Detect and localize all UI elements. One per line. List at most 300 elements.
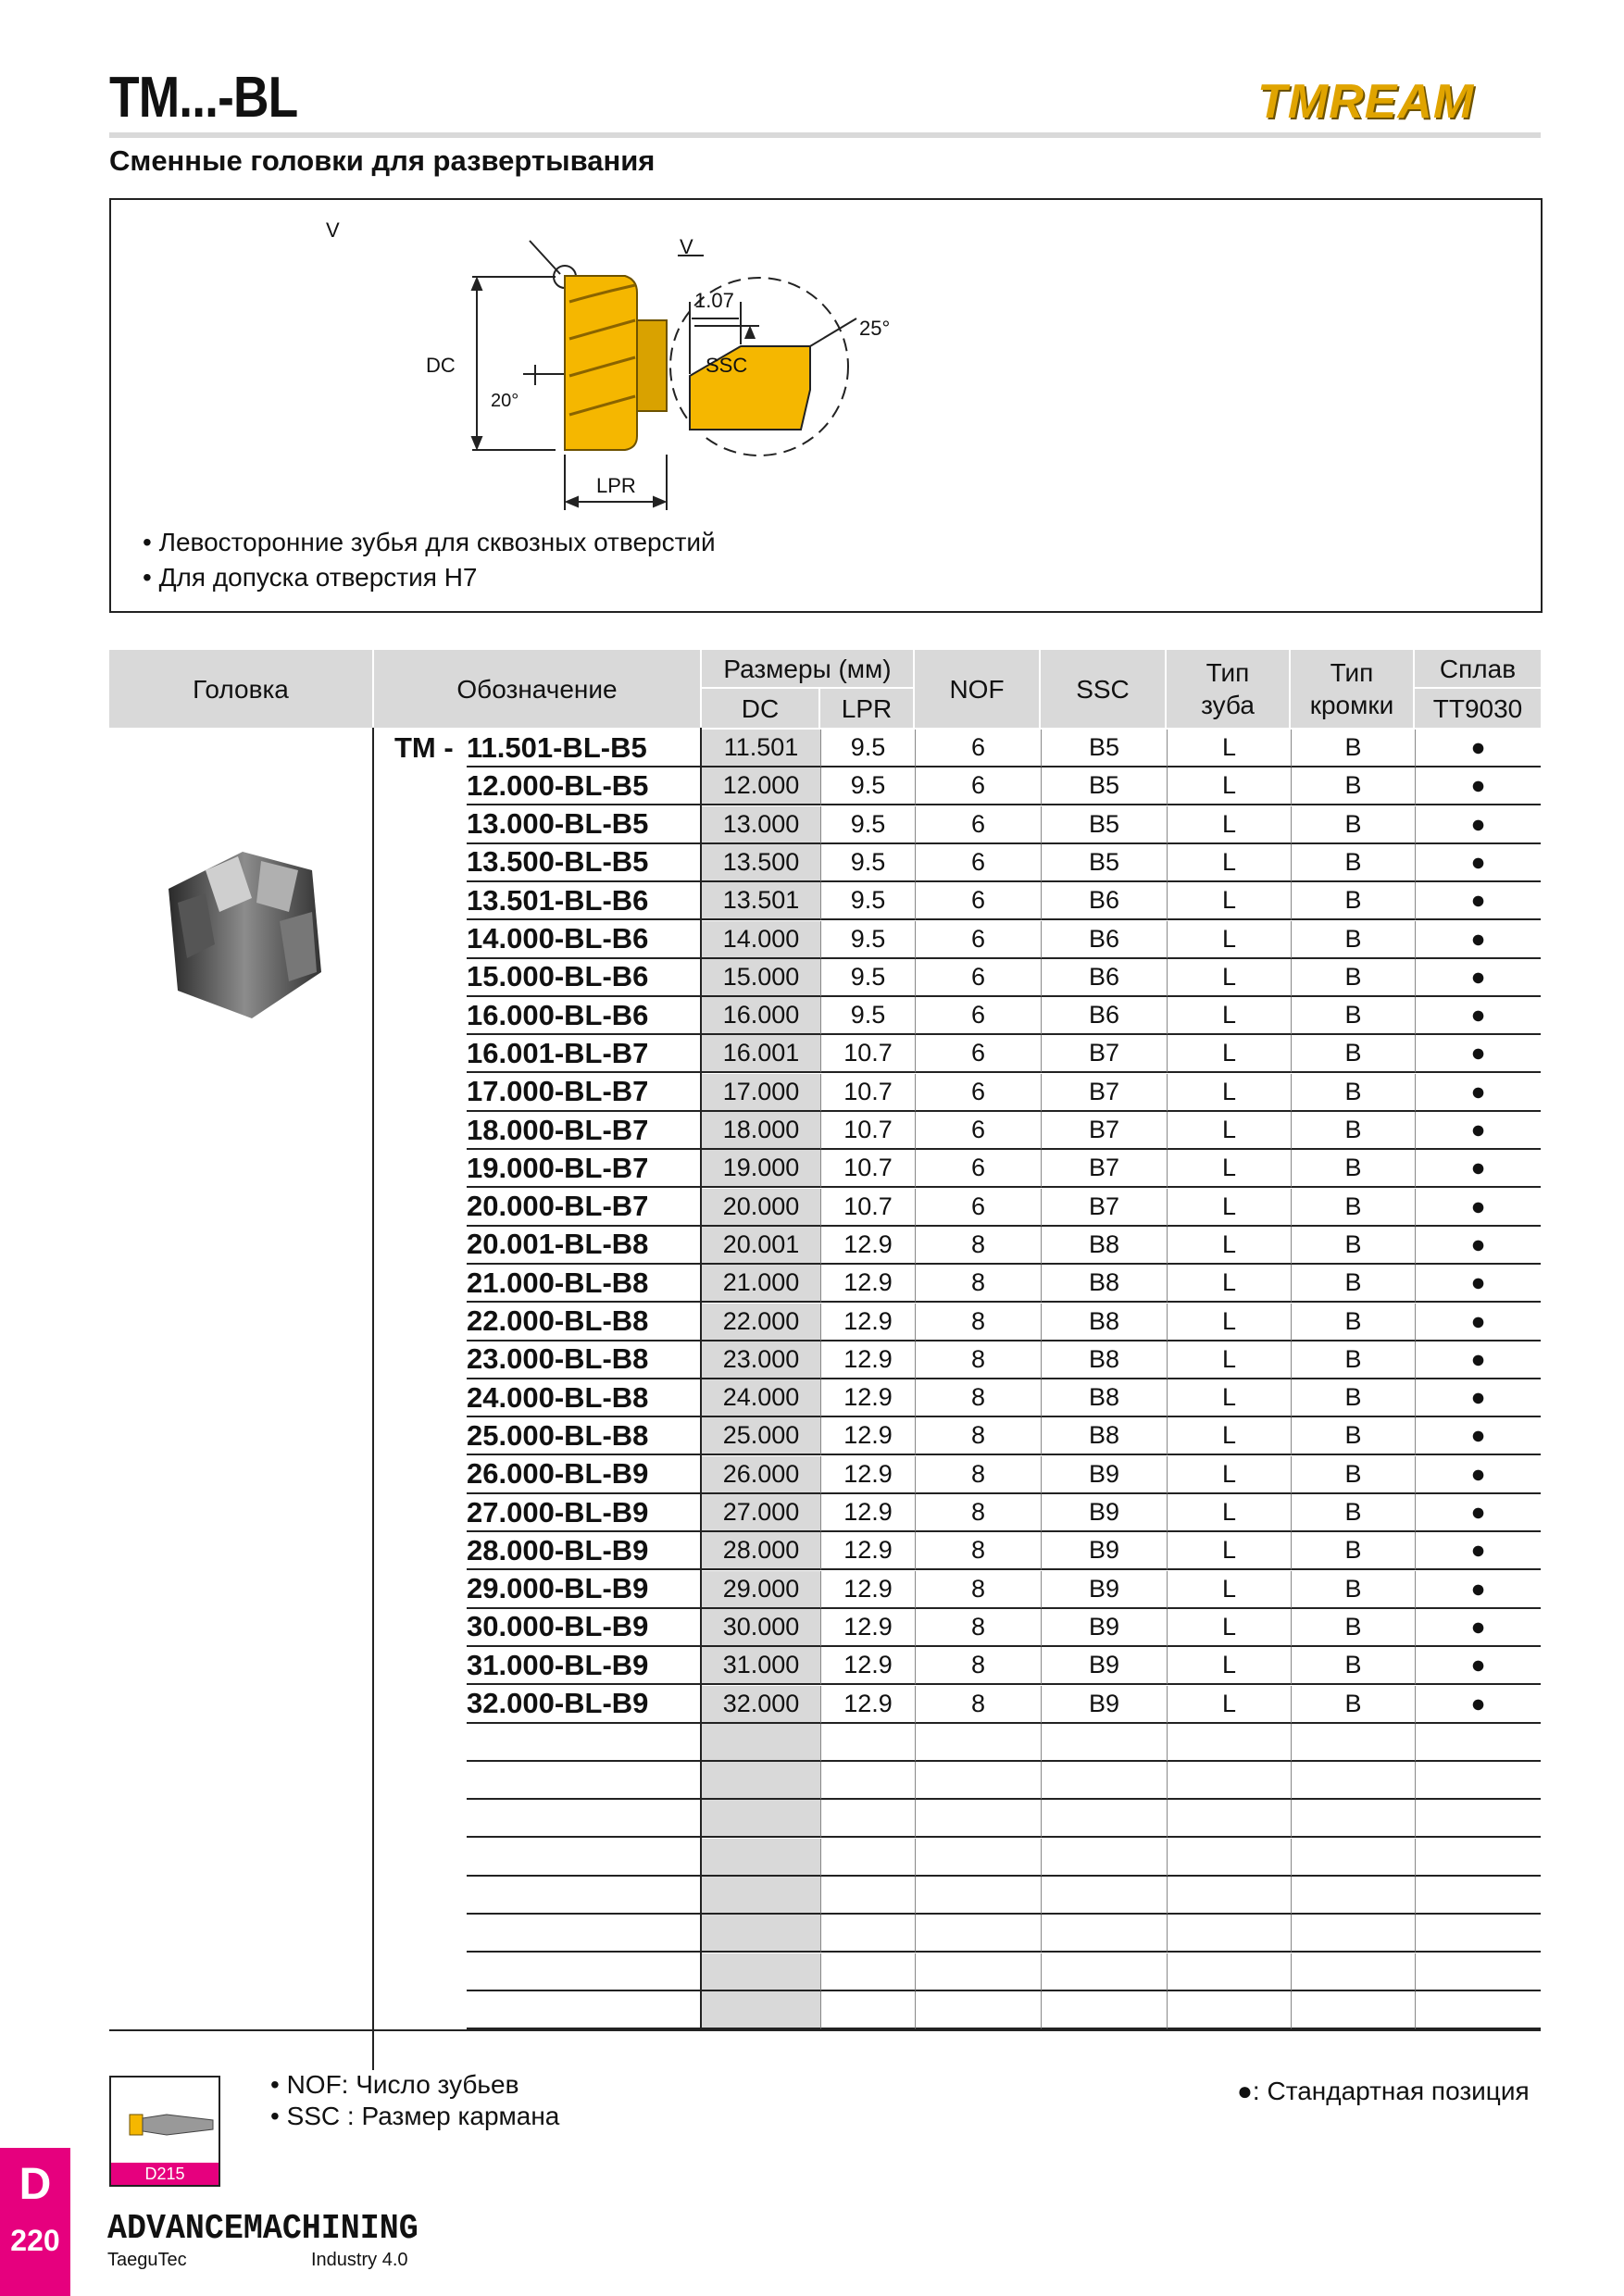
cell-ssc: B5 xyxy=(1041,844,1167,882)
table-row xyxy=(109,806,1541,844)
page-number: 220 xyxy=(10,2224,60,2257)
label-ssc: SSC xyxy=(706,354,748,377)
table-row xyxy=(109,1074,1541,1112)
cell-tooth: L xyxy=(1167,1647,1291,1685)
legend-standard: ●: Стандартная позиция xyxy=(1237,2077,1530,2105)
cell-edge: B xyxy=(1291,1456,1415,1494)
header-rule xyxy=(109,132,1541,138)
cell-dc: 30.000 xyxy=(702,1609,820,1647)
cell-tooth: L xyxy=(1167,921,1291,959)
designation-cell xyxy=(467,1953,702,1991)
cell-tooth: L xyxy=(1167,1035,1291,1073)
cell-lpr: 12.9 xyxy=(820,1532,915,1570)
cell-nof: 6 xyxy=(915,1112,1041,1150)
designation-cell: 24.000-BL-B8 xyxy=(467,1379,702,1417)
cell-ssc xyxy=(1041,1800,1167,1838)
header-dc: DC xyxy=(702,689,818,728)
cell-nof: 8 xyxy=(915,1456,1041,1494)
brand-logo: ADVANCEMACHINING xyxy=(107,2209,418,2249)
cell-alloy: ● xyxy=(1415,1609,1541,1647)
designation-cell: 30.000-BL-B9 xyxy=(467,1609,702,1647)
cell-lpr: 12.9 xyxy=(820,1304,915,1341)
cell-nof: 8 xyxy=(915,1379,1041,1417)
cell-lpr: 9.5 xyxy=(820,997,915,1035)
cell-alloy: ● xyxy=(1415,1112,1541,1150)
cell-ssc: B7 xyxy=(1041,1035,1167,1073)
cell-tooth: L xyxy=(1167,1571,1291,1609)
cell-tooth: L xyxy=(1167,1456,1291,1494)
cell-tooth: L xyxy=(1167,959,1291,997)
cell-tooth xyxy=(1167,1991,1291,2029)
cell-lpr: 9.5 xyxy=(820,767,915,805)
cell-nof xyxy=(915,1762,1041,1800)
cell-nof: 8 xyxy=(915,1227,1041,1265)
cell-nof: 6 xyxy=(915,1189,1041,1227)
cell-lpr: 12.9 xyxy=(820,1379,915,1417)
cell-tooth: L xyxy=(1167,1494,1291,1532)
diagram-box xyxy=(109,198,1543,613)
reference-thumbnail[interactable] xyxy=(109,2076,220,2187)
cell-nof: 6 xyxy=(915,1150,1041,1188)
cell-dc xyxy=(702,1991,820,2029)
designation-cell: 28.000-BL-B9 xyxy=(467,1532,702,1570)
table-row xyxy=(109,1991,1541,2029)
cell-edge: B xyxy=(1291,997,1415,1035)
cell-edge: B xyxy=(1291,1532,1415,1570)
note-ssc: • SSC : Размер кармана xyxy=(270,2102,560,2130)
cell-lpr: 10.7 xyxy=(820,1074,915,1112)
cell-edge: B xyxy=(1291,1686,1415,1724)
cell-nof xyxy=(915,1839,1041,1877)
table-row xyxy=(109,730,1541,767)
header-lpr: LPR xyxy=(820,689,913,728)
cell-edge: B xyxy=(1291,921,1415,959)
cell-dc: 29.000 xyxy=(702,1571,820,1609)
label-dc: DC xyxy=(426,354,456,377)
cell-edge: B xyxy=(1291,959,1415,997)
table-row xyxy=(109,997,1541,1035)
cell-nof: 8 xyxy=(915,1417,1041,1455)
label-dim-107: 1.07 xyxy=(694,289,734,312)
cell-ssc: B9 xyxy=(1041,1686,1167,1724)
cell-ssc: B7 xyxy=(1041,1189,1167,1227)
cell-nof xyxy=(915,1991,1041,2029)
cell-ssc xyxy=(1041,1762,1167,1800)
cell-dc: 12.000 xyxy=(702,767,820,805)
designation-cell: 31.000-BL-B9 xyxy=(467,1647,702,1685)
cell-lpr: 12.9 xyxy=(820,1571,915,1609)
table-row xyxy=(109,1800,1541,1838)
cell-nof: 8 xyxy=(915,1494,1041,1532)
table-row xyxy=(109,1762,1541,1800)
cell-edge: B xyxy=(1291,1150,1415,1188)
cell-alloy: ● xyxy=(1415,1379,1541,1417)
cell-dc: 28.000 xyxy=(702,1532,820,1570)
cell-dc: 13.500 xyxy=(702,844,820,882)
cell-ssc: B9 xyxy=(1041,1456,1167,1494)
table-row xyxy=(109,1189,1541,1227)
cell-lpr: 10.7 xyxy=(820,1035,915,1073)
cell-tooth: L xyxy=(1167,1341,1291,1379)
cell-alloy: ● xyxy=(1415,959,1541,997)
cell-nof: 6 xyxy=(915,767,1041,805)
page-subtitle: Сменные головки для развертывания xyxy=(109,144,656,177)
cell-dc: 22.000 xyxy=(702,1304,820,1341)
cell-alloy xyxy=(1415,1724,1541,1762)
cell-edge xyxy=(1291,1724,1415,1762)
cell-lpr xyxy=(820,1762,915,1800)
cell-alloy: ● xyxy=(1415,1304,1541,1341)
cell-alloy: ● xyxy=(1415,844,1541,882)
cell-alloy: ● xyxy=(1415,1265,1541,1303)
cell-dc: 20.001 xyxy=(702,1227,820,1265)
designation-cell xyxy=(467,1800,702,1838)
cell-tooth xyxy=(1167,1839,1291,1877)
designation-cell xyxy=(467,1991,702,2029)
table-row xyxy=(109,1112,1541,1150)
cell-tooth: L xyxy=(1167,1379,1291,1417)
cell-dc: 13.000 xyxy=(702,806,820,844)
table-row xyxy=(109,1265,1541,1303)
cell-tooth xyxy=(1167,1724,1291,1762)
cell-tooth: L xyxy=(1167,1112,1291,1150)
cell-nof: 6 xyxy=(915,921,1041,959)
reamer-assembly-icon xyxy=(111,2078,219,2163)
cell-dc: 25.000 xyxy=(702,1417,820,1455)
cell-dc: 31.000 xyxy=(702,1647,820,1685)
cell-edge: B xyxy=(1291,1571,1415,1609)
cell-tooth: L xyxy=(1167,1189,1291,1227)
designation-cell xyxy=(467,1762,702,1800)
cell-nof: 8 xyxy=(915,1647,1041,1685)
feature-bullet: • Для допуска отверстия H7 xyxy=(143,563,478,592)
designation-cell: 26.000-BL-B9 xyxy=(467,1456,702,1494)
cell-ssc: B8 xyxy=(1041,1227,1167,1265)
cell-lpr: 10.7 xyxy=(820,1189,915,1227)
cell-alloy: ● xyxy=(1415,882,1541,920)
cell-tooth: L xyxy=(1167,1227,1291,1265)
table-row xyxy=(109,1417,1541,1455)
cell-alloy xyxy=(1415,1762,1541,1800)
header-nof: NOF xyxy=(915,650,1039,728)
cell-nof: 6 xyxy=(915,959,1041,997)
cell-alloy: ● xyxy=(1415,1571,1541,1609)
feature-bullet: • Левосторонние зубья для сквозных отверстий xyxy=(143,528,716,556)
cell-lpr xyxy=(820,1915,915,1953)
cell-ssc: B5 xyxy=(1041,806,1167,844)
cell-alloy: ● xyxy=(1415,1647,1541,1685)
cell-lpr: 10.7 xyxy=(820,1112,915,1150)
cell-dc: 27.000 xyxy=(702,1494,820,1532)
cell-nof: 8 xyxy=(915,1265,1041,1303)
designation-cell: 16.000-BL-B6 xyxy=(467,997,702,1035)
cell-lpr: 9.5 xyxy=(820,730,915,767)
cell-tooth xyxy=(1167,1915,1291,1953)
cell-edge xyxy=(1291,1991,1415,2029)
designation-cell: 16.001-BL-B7 xyxy=(467,1035,702,1073)
cell-edge: B xyxy=(1291,844,1415,882)
cell-lpr xyxy=(820,1953,915,1991)
table-row xyxy=(109,882,1541,920)
designation-cell: 11.501-BL-B5 xyxy=(467,730,702,767)
cell-dc: 18.000 xyxy=(702,1112,820,1150)
designation-cell: 27.000-BL-B9 xyxy=(467,1494,702,1532)
cell-ssc: B5 xyxy=(1041,767,1167,805)
cell-tooth xyxy=(1167,1800,1291,1838)
cell-lpr: 12.9 xyxy=(820,1265,915,1303)
cell-edge: B xyxy=(1291,1304,1415,1341)
cell-edge xyxy=(1291,1953,1415,1991)
cell-ssc xyxy=(1041,1915,1167,1953)
cell-edge: B xyxy=(1291,882,1415,920)
cell-ssc: B8 xyxy=(1041,1417,1167,1455)
cell-nof xyxy=(915,1877,1041,1915)
cell-alloy: ● xyxy=(1415,1227,1541,1265)
cell-nof: 6 xyxy=(915,1035,1041,1073)
cell-lpr: 12.9 xyxy=(820,1494,915,1532)
cell-dc: 16.000 xyxy=(702,997,820,1035)
cell-ssc: B8 xyxy=(1041,1341,1167,1379)
cell-alloy xyxy=(1415,1877,1541,1915)
cell-alloy xyxy=(1415,1800,1541,1838)
designation-cell: 23.000-BL-B8 xyxy=(467,1341,702,1379)
cell-alloy: ● xyxy=(1415,1035,1541,1073)
designation-cell: 18.000-BL-B7 xyxy=(467,1112,702,1150)
table-row xyxy=(109,1571,1541,1609)
label-v: V xyxy=(326,218,340,242)
cell-nof: 6 xyxy=(915,844,1041,882)
cell-dc: 24.000 xyxy=(702,1379,820,1417)
cell-ssc: B5 xyxy=(1041,730,1167,767)
cell-lpr: 12.9 xyxy=(820,1341,915,1379)
header-tooth-type: Тип зуба xyxy=(1167,650,1289,728)
cell-ssc: B6 xyxy=(1041,882,1167,920)
cell-dc xyxy=(702,1800,820,1838)
cell-ssc xyxy=(1041,1953,1167,1991)
cell-alloy: ● xyxy=(1415,1417,1541,1455)
designation-cell: 21.000-BL-B8 xyxy=(467,1265,702,1303)
cell-lpr xyxy=(820,1839,915,1877)
cell-nof: 8 xyxy=(915,1609,1041,1647)
cell-nof: 8 xyxy=(915,1532,1041,1570)
cell-nof: 6 xyxy=(915,1074,1041,1112)
cell-ssc: B7 xyxy=(1041,1112,1167,1150)
designation-cell: 19.000-BL-B7 xyxy=(467,1150,702,1188)
cell-ssc xyxy=(1041,1724,1167,1762)
cell-alloy: ● xyxy=(1415,1456,1541,1494)
cell-edge: B xyxy=(1291,1265,1415,1303)
cell-tooth: L xyxy=(1167,1150,1291,1188)
cell-edge: B xyxy=(1291,1074,1415,1112)
table-row xyxy=(109,1456,1541,1494)
designation-cell xyxy=(467,1839,702,1877)
cell-edge: B xyxy=(1291,1227,1415,1265)
cell-tooth xyxy=(1167,1953,1291,1991)
cell-ssc: B9 xyxy=(1041,1647,1167,1685)
designation-cell: 13.501-BL-B6 xyxy=(467,882,702,920)
cell-ssc xyxy=(1041,1991,1167,2029)
label-lpr: LPR xyxy=(596,474,636,497)
label-angle-20: 20° xyxy=(491,391,519,411)
table-row xyxy=(109,1686,1541,1724)
cell-dc xyxy=(702,1724,820,1762)
cell-ssc: B9 xyxy=(1041,1494,1167,1532)
label-detail-v: V xyxy=(680,235,693,258)
cell-edge: B xyxy=(1291,806,1415,844)
cell-ssc: B8 xyxy=(1041,1379,1167,1417)
cell-edge xyxy=(1291,1762,1415,1800)
cell-tooth: L xyxy=(1167,1304,1291,1341)
header-edge-type: Тип кромки xyxy=(1291,650,1413,728)
cell-alloy: ● xyxy=(1415,1532,1541,1570)
designation-prefix: TM - xyxy=(394,731,454,764)
cell-lpr xyxy=(820,1877,915,1915)
cell-lpr: 9.5 xyxy=(820,959,915,997)
cell-tooth xyxy=(1167,1762,1291,1800)
cell-nof: 8 xyxy=(915,1304,1041,1341)
cell-nof: 8 xyxy=(915,1341,1041,1379)
cell-edge: B xyxy=(1291,1379,1415,1417)
cell-tooth: L xyxy=(1167,730,1291,767)
cell-lpr: 9.5 xyxy=(820,844,915,882)
cell-lpr: 12.9 xyxy=(820,1417,915,1455)
cell-edge: B xyxy=(1291,767,1415,805)
cell-dc: 13.501 xyxy=(702,882,820,920)
cell-edge xyxy=(1291,1915,1415,1953)
designation-cell: 17.000-BL-B7 xyxy=(467,1074,702,1112)
brand-taegutec: TaeguTec xyxy=(107,2250,187,2270)
cell-ssc: B7 xyxy=(1041,1074,1167,1112)
cell-ssc: B6 xyxy=(1041,997,1167,1035)
cell-alloy: ● xyxy=(1415,997,1541,1035)
cell-dc xyxy=(702,1877,820,1915)
cell-dc: 32.000 xyxy=(702,1686,820,1724)
table-row xyxy=(109,1609,1541,1647)
table-row xyxy=(109,1304,1541,1341)
cell-alloy: ● xyxy=(1415,921,1541,959)
cell-dc xyxy=(702,1953,820,1991)
designation-cell: 14.000-BL-B6 xyxy=(467,921,702,959)
cell-dc: 23.000 xyxy=(702,1341,820,1379)
column-divider xyxy=(700,728,702,2029)
cell-alloy xyxy=(1415,1953,1541,1991)
designation-cell: 13.000-BL-B5 xyxy=(467,806,702,844)
table-row xyxy=(109,1494,1541,1532)
cell-dc: 21.000 xyxy=(702,1265,820,1303)
cell-ssc: B9 xyxy=(1041,1571,1167,1609)
tmream-logo: TMREAM xyxy=(1257,75,1475,129)
cell-edge xyxy=(1291,1877,1415,1915)
cell-ssc: B6 xyxy=(1041,921,1167,959)
cell-lpr: 9.5 xyxy=(820,882,915,920)
cell-lpr: 12.9 xyxy=(820,1647,915,1685)
cell-dc: 16.001 xyxy=(702,1035,820,1073)
cell-tooth xyxy=(1167,1877,1291,1915)
cell-alloy: ● xyxy=(1415,767,1541,805)
cell-dc: 17.000 xyxy=(702,1074,820,1112)
cell-alloy: ● xyxy=(1415,806,1541,844)
cell-dc xyxy=(702,1839,820,1877)
cell-dc: 19.000 xyxy=(702,1150,820,1188)
cell-alloy xyxy=(1415,1991,1541,2029)
cell-edge: B xyxy=(1291,1189,1415,1227)
cell-tooth: L xyxy=(1167,882,1291,920)
cell-edge: B xyxy=(1291,1609,1415,1647)
label-angle-25: 25° xyxy=(859,317,891,340)
table-row xyxy=(109,1379,1541,1417)
table-row xyxy=(109,921,1541,959)
table-row xyxy=(109,844,1541,882)
cell-ssc xyxy=(1041,1877,1167,1915)
cell-edge: B xyxy=(1291,1035,1415,1073)
cell-ssc xyxy=(1041,1839,1167,1877)
cell-ssc: B9 xyxy=(1041,1532,1167,1570)
cell-tooth: L xyxy=(1167,1265,1291,1303)
cell-ssc: B6 xyxy=(1041,959,1167,997)
table-row xyxy=(109,1532,1541,1570)
cell-nof: 8 xyxy=(915,1686,1041,1724)
table-row xyxy=(109,1724,1541,1762)
brand-industry: Industry 4.0 xyxy=(311,2250,408,2270)
cell-tooth: L xyxy=(1167,1686,1291,1724)
cell-edge xyxy=(1291,1839,1415,1877)
table-row xyxy=(109,1839,1541,1877)
cell-lpr: 9.5 xyxy=(820,806,915,844)
cell-dc xyxy=(702,1915,820,1953)
designation-cell xyxy=(467,1877,702,1915)
cell-nof xyxy=(915,1915,1041,1953)
cell-ssc: B8 xyxy=(1041,1304,1167,1341)
cell-edge: B xyxy=(1291,1417,1415,1455)
cell-alloy: ● xyxy=(1415,1189,1541,1227)
cell-dc: 15.000 xyxy=(702,959,820,997)
cell-alloy: ● xyxy=(1415,1494,1541,1532)
table-row xyxy=(109,1227,1541,1265)
cell-dc: 20.000 xyxy=(702,1189,820,1227)
cell-tooth: L xyxy=(1167,997,1291,1035)
header-ssc: SSC xyxy=(1041,650,1165,728)
designation-cell: 29.000-BL-B9 xyxy=(467,1571,702,1609)
designation-cell: 32.000-BL-B9 xyxy=(467,1686,702,1724)
section-tab xyxy=(0,2148,70,2296)
cell-alloy: ● xyxy=(1415,1686,1541,1724)
table-row xyxy=(109,767,1541,805)
cell-edge: B xyxy=(1291,1112,1415,1150)
table-row xyxy=(109,1915,1541,1953)
cell-dc: 11.501 xyxy=(702,730,820,767)
page-title: TM...-BL xyxy=(109,66,298,130)
designation-cell xyxy=(467,1724,702,1762)
cell-nof: 6 xyxy=(915,730,1041,767)
cell-tooth: L xyxy=(1167,1074,1291,1112)
header-alloy: Сплав xyxy=(1415,650,1541,687)
cell-tooth: L xyxy=(1167,1417,1291,1455)
cell-dc: 26.000 xyxy=(702,1456,820,1494)
cell-lpr: 12.9 xyxy=(820,1686,915,1724)
table-row xyxy=(109,1035,1541,1073)
header-designation: Обозначение xyxy=(374,650,700,728)
cell-tooth: L xyxy=(1167,767,1291,805)
cell-alloy: ● xyxy=(1415,1150,1541,1188)
designation-cell: 25.000-BL-B8 xyxy=(467,1417,702,1455)
table-row xyxy=(109,1341,1541,1379)
header-head: Головка xyxy=(109,650,372,728)
cell-lpr: 12.9 xyxy=(820,1456,915,1494)
cell-dc: 14.000 xyxy=(702,921,820,959)
table-row xyxy=(109,1647,1541,1685)
cell-lpr xyxy=(820,1800,915,1838)
cell-lpr xyxy=(820,1991,915,2029)
